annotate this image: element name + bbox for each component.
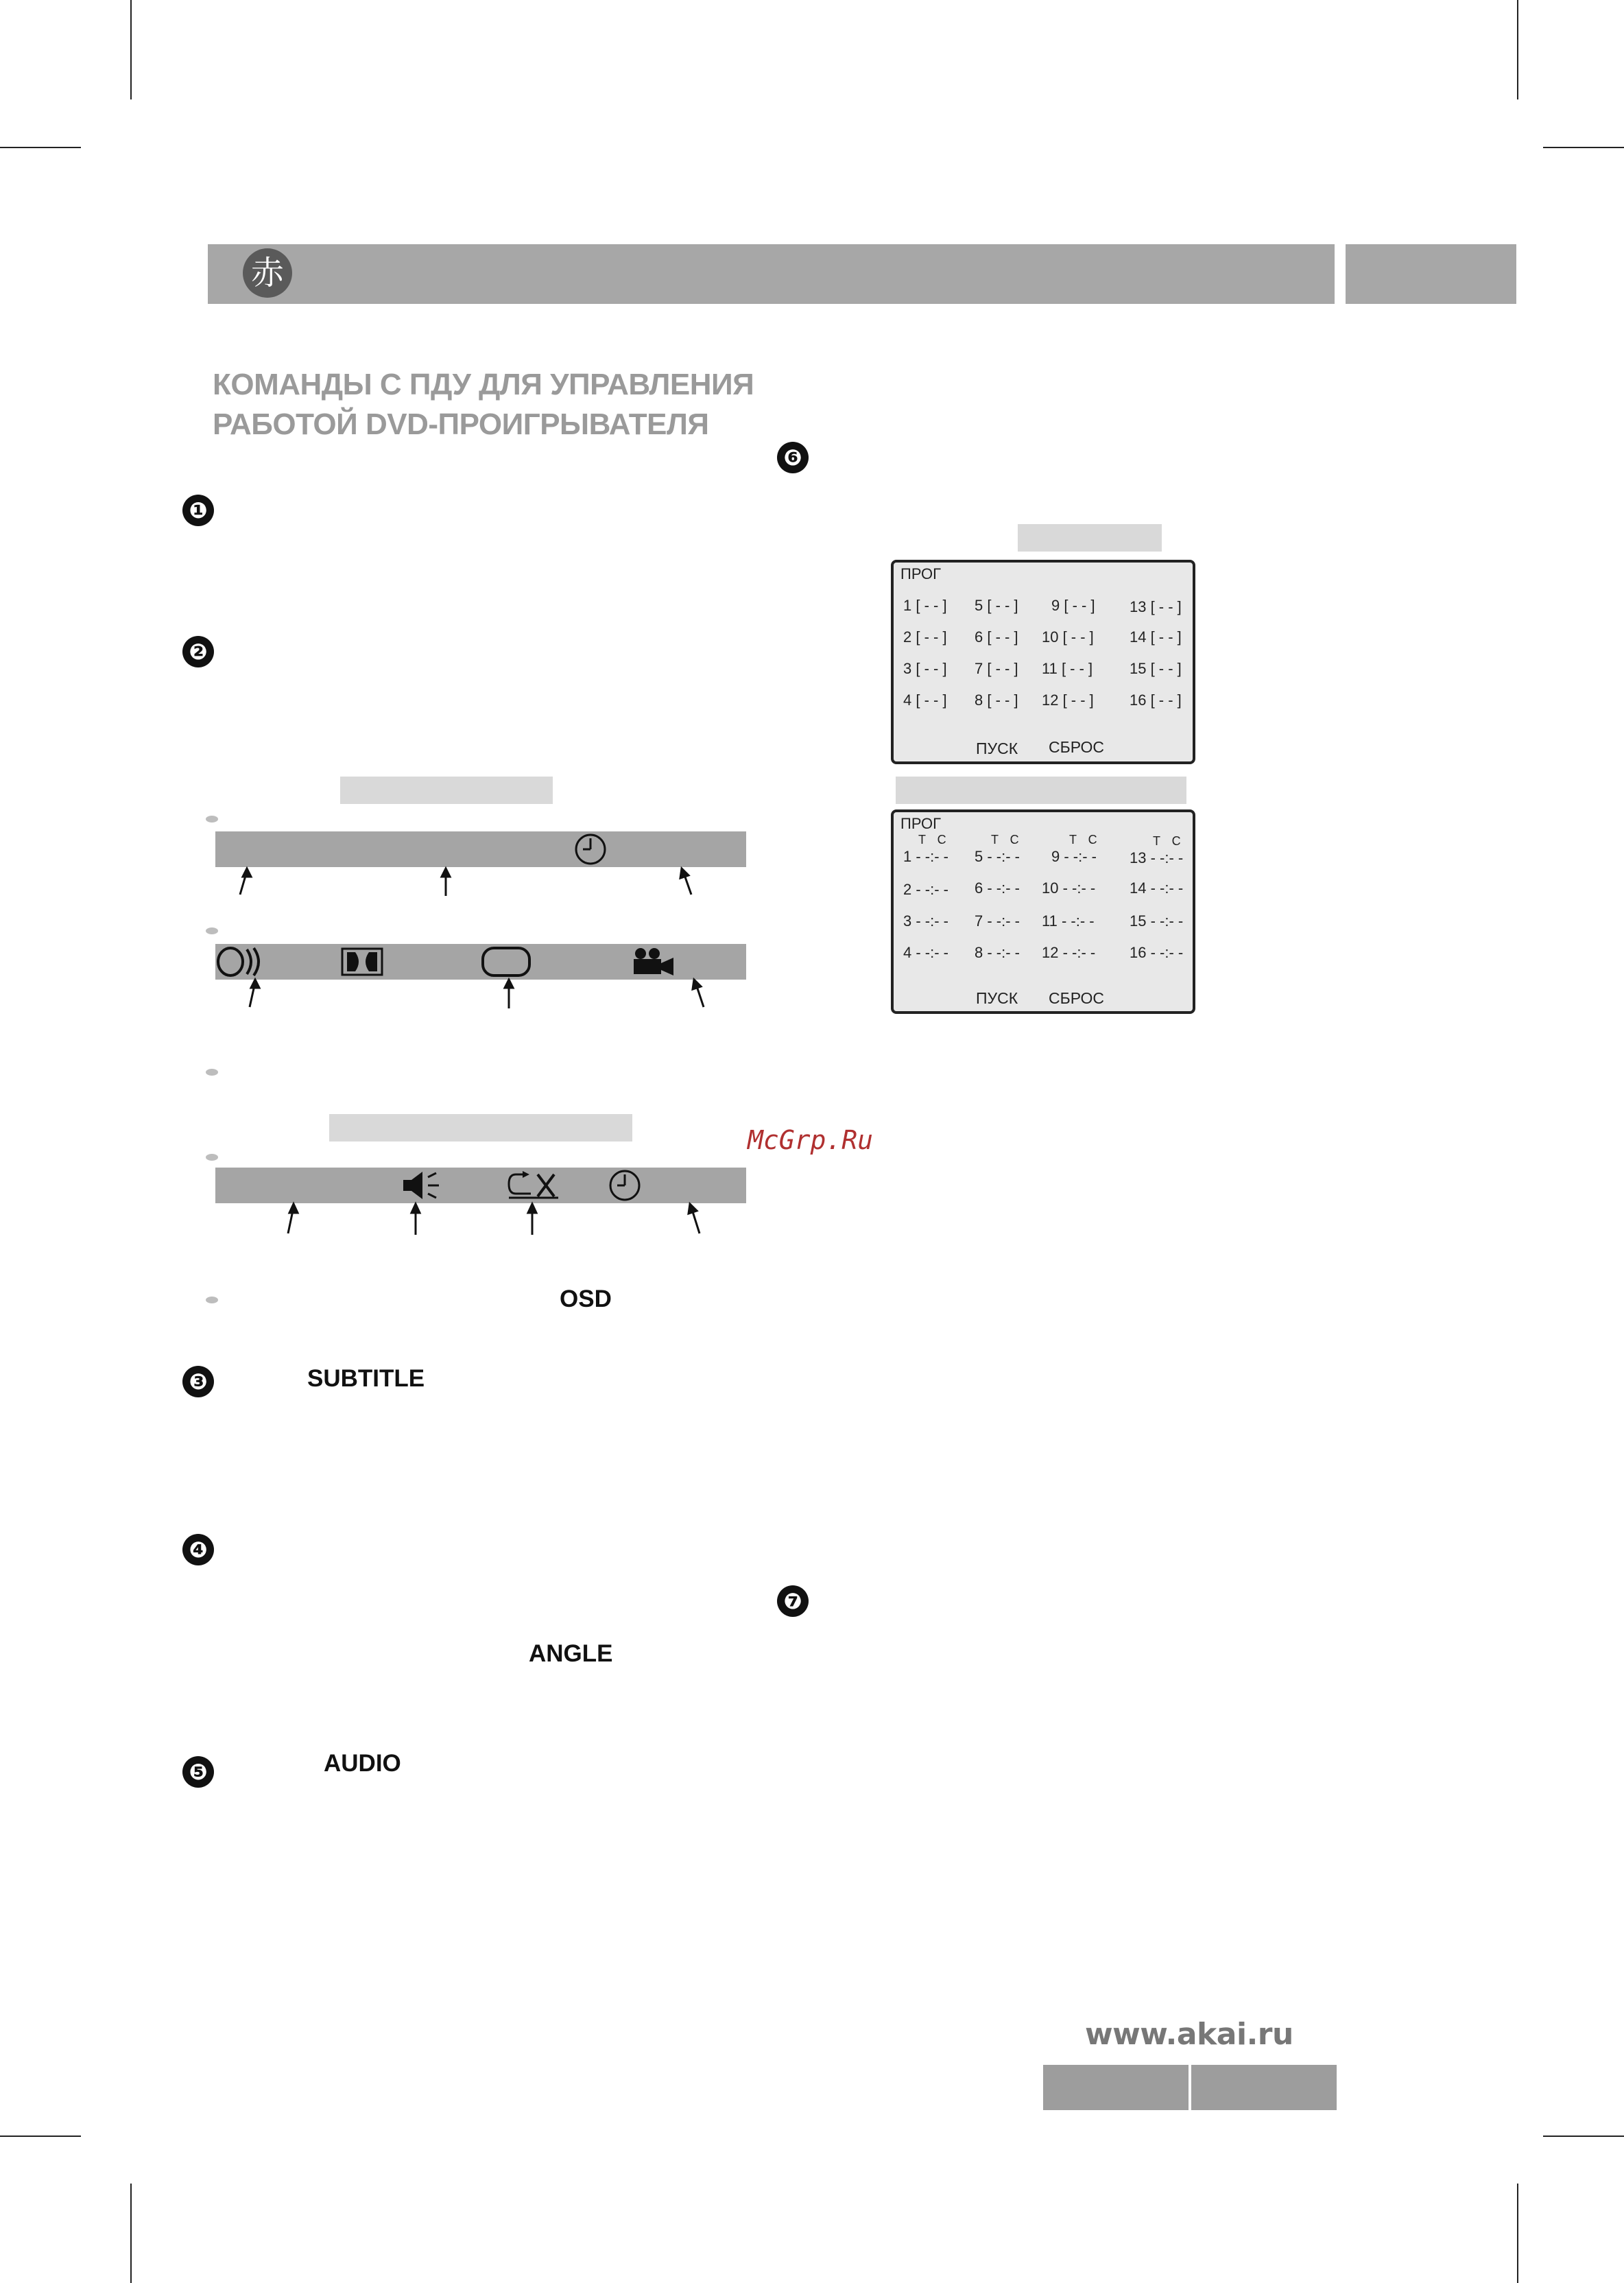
page-title-line1: КОМАНДЫ С ПДУ ДЛЯ УПРАВЛЕНИЯ [213,368,754,401]
reset-button[interactable]: СБРОС [1049,989,1105,1007]
program-slot: 9 - -:- - [1051,848,1097,865]
crop-mark [1517,0,1518,99]
repeat-off-icon [508,1170,560,1200]
caption-bar [1018,524,1162,552]
program-slot: 6 - -:- - [975,879,1020,897]
crop-mark [130,0,132,99]
track-chapter-label: T C [1153,834,1185,848]
clock-icon [573,833,608,866]
track-chapter-label: T C [1069,833,1101,847]
footer-block-right [1191,2065,1337,2110]
start-button[interactable]: ПУСК [976,740,1018,757]
section-number-4: ❹ [182,1534,214,1565]
keyword-subtitle: SUBTITLE [307,1365,425,1392]
keyword-angle: ANGLE [529,1640,613,1667]
osd-bar-3 [215,1168,746,1203]
section-number-6: ❻ [777,442,809,473]
program-slot: 13 - -:- - [1130,849,1184,866]
program-slot: 3 [ - - ] [903,660,947,677]
program-slot: 14 - -:- - [1130,879,1184,897]
keyword-osd: OSD [560,1286,612,1312]
bullet [206,816,218,823]
movie-camera-icon [631,947,675,977]
program-slot: 16 [ - - ] [1130,691,1182,709]
program-slot: 16 - -:- - [1130,944,1184,961]
program-slot: 5 [ - - ] [975,597,1018,614]
program-slot: 10 - -:- - [1042,879,1096,897]
section-number-2: ❷ [182,636,214,667]
section-number-5: ❺ [182,1756,214,1788]
track-chapter-label: T C [991,833,1023,847]
pointer-arrows-2 [215,978,746,1013]
program-slot: 5 - -:- - [975,848,1020,865]
program-panel-1 [891,560,1195,764]
program-slot: 12 - -:- - [1042,944,1096,961]
program-slot: 7 [ - - ] [975,660,1018,677]
page-title-line2: РАБОТОЙ DVD-ПРОИГРЫВАТЕЛЯ [213,407,709,441]
osd-bar-1 [215,831,746,867]
watermark: McGrp.Ru [748,1125,874,1155]
pointer-arrows-3 [215,1202,746,1240]
speaker-rings-icon [215,945,266,978]
program-slot: 4 - -:- - [903,944,948,961]
dolby-icon [342,948,383,975]
section-number-3: ❸ [182,1366,214,1397]
bullet [206,1154,218,1161]
program-slot: 8 [ - - ] [975,691,1018,709]
caption-bar [329,1114,632,1142]
program-slot: 15 - -:- - [1130,912,1184,930]
header-band [208,244,1335,304]
program-slot: 15 [ - - ] [1130,660,1182,677]
bullet [206,927,218,934]
rounded-rect-icon [481,947,531,977]
caption-bar [340,777,553,804]
caption-bar [896,777,1186,804]
clock-icon [608,1169,642,1202]
section-number-1: ❶ [182,495,214,526]
crop-mark [0,2136,81,2137]
track-chapter-label: T C [918,833,951,847]
program-slot: 4 [ - - ] [903,691,947,709]
crop-mark [130,2184,132,2283]
footer-block-left [1043,2065,1189,2110]
program-slot: 9 [ - - ] [1051,597,1095,614]
logo: 赤 [243,248,292,298]
bullet [206,1069,218,1076]
program-slot: 12 [ - - ] [1042,691,1094,709]
crop-mark [0,147,81,148]
bullet [206,1297,218,1303]
program-slot: 11 [ - - ] [1042,660,1093,677]
program-slot: 2 - -:- - [903,881,948,898]
panel-header: ПРОГ [900,815,942,832]
program-slot: 8 - -:- - [975,944,1020,961]
program-slot: 14 [ - - ] [1130,628,1182,646]
start-button[interactable]: ПУСК [976,989,1018,1007]
reset-button[interactable]: СБРОС [1049,738,1105,756]
pointer-arrows-1 [215,867,746,901]
program-slot: 3 - -:- - [903,912,948,930]
program-slot: 1 - -:- - [903,848,948,865]
crop-mark [1517,2184,1518,2283]
program-slot: 7 - -:- - [975,912,1020,930]
program-slot: 6 [ - - ] [975,628,1018,646]
program-slot: 13 [ - - ] [1130,598,1182,615]
speaker-icon [402,1170,443,1200]
footer-url[interactable]: www.akai.ru [1085,2017,1293,2052]
program-panel-2 [891,809,1195,1014]
program-slot: 10 [ - - ] [1042,628,1094,646]
panel-header: ПРОГ [900,565,942,582]
osd-bar-2 [215,944,746,980]
header-band-right [1346,244,1516,304]
program-slot: 11 - -:- - [1042,912,1095,930]
section-number-7: ❼ [777,1585,809,1617]
crop-mark [1543,147,1624,148]
crop-mark [1543,2136,1624,2137]
program-slot: 2 [ - - ] [903,628,947,646]
keyword-audio: AUDIO [324,1750,401,1777]
program-slot: 1 [ - - ] [903,597,947,614]
